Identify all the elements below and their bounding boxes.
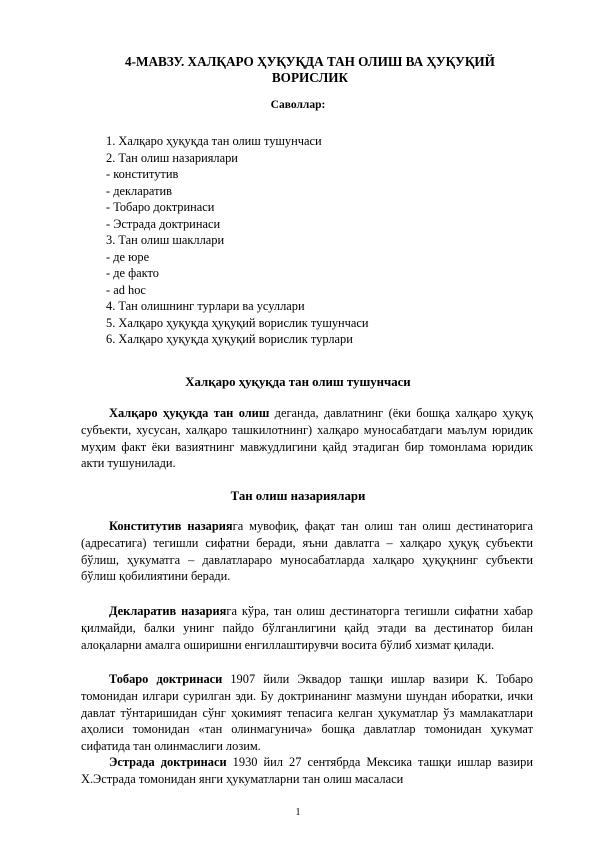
- list-item: 1. Халқаро ҳуқуқда тан олиш тушунчаси: [106, 134, 322, 148]
- list-item: 2. Тан олиш назариялари: [106, 150, 238, 165]
- list-item: - Тобаро доктринаси: [106, 200, 215, 214]
- list-item: - Эстрада доктринаси: [106, 216, 221, 231]
- list-item: - конститутив: [106, 167, 179, 181]
- paragraph-tobar-doctrine: [81, 671, 533, 755]
- questions-heading: Саволлар:: [270, 99, 326, 111]
- paragraph-declarative-theory: [81, 603, 533, 653]
- paragraph-constitutive-theory: [81, 518, 533, 585]
- questions-list: [106, 133, 369, 348]
- list-item: 6. Халқаро ҳуқуқда ҳуқуқий ворислик турлари: [106, 332, 353, 346]
- paragraph-text: га мувофиқ, фақат тан олиш тан олиш дестинаторига (адресатига) тегишли сифатни беради, яъни давлатга – халқаро ҳуқуқ субъекти бўлиш, ҳукуматга – давлатлараро муносабатларда халқаро ҳуқуқнинг субъекти бўлиш қобилиятини беради.: [81, 519, 533, 584]
- list-item: - декларатив: [106, 183, 173, 198]
- list-item: - ad hoc: [106, 282, 146, 297]
- paragraph-text: деганда, давлатнинг (ёки бошқа халқаро ҳуқуқ субъекти, хусусан, халқаро ташкилотнинг) халқаро муносабатдаги маълум юридик муҳим факт ёки вазиятнинг мавжудлигини қайд этадиган бир томонлама юридик акти тушунилади.: [81, 406, 533, 471]
- paragraph-text: га кўра, тан олиш дестинаторга тегишли сифатни хабар қилмайди, балки унинг пайдо бўлганлигини қайд этади ва дестинатор билан алоқаларни амалга оширишни енгиллаштирувчи восита бўлиб хизмат қилади.: [81, 604, 533, 652]
- list-item: - де факто: [106, 266, 159, 280]
- section-heading-recognition-concept: Халқаро ҳуқуқда тан олиш тушунчаси: [185, 375, 411, 389]
- list-item: - де юре: [106, 249, 150, 264]
- list-item: 4. Тан олишнинг турлари ва усуллари: [106, 299, 305, 313]
- list-item: 5. Халқаро ҳуқуқда ҳуқуқий ворислик тушунчаси: [106, 315, 369, 330]
- term: Декларатив назария: [109, 604, 227, 618]
- term: Халқаро ҳуқуқда тан олиш: [109, 406, 270, 420]
- paragraph-text: 1907 йили Эквадор ташқи ишлар вазири К. Тобаро томонидан илгари сурилган эди. Бу доктринанинг мазмуни шундан иборатки, ички давлат тўнтаришидан сўнг ҳокимият тепасига келган ҳукуматлар ўз мамлакатлари аҳолиси томонидан «тан олинмагунича» бошқа давлатлар томонидан ҳукумат сифатида тан олинмаслиги лозим.: [81, 672, 533, 754]
- term: Конститутив назария: [109, 519, 233, 533]
- term: Тобаро доктринаси: [109, 672, 223, 686]
- paragraph-estrada-doctrine: [81, 754, 533, 788]
- section-heading-theories: Тан олиш назариялари: [230, 489, 366, 503]
- page-number: 1: [295, 807, 301, 818]
- paragraph-text: 1930 йил 27 сентябрда Мексика ташқи ишлар вазири Х.Эстрада томонидан янги ҳукуматларни тан олиш масаласи: [81, 755, 533, 786]
- paragraph-recognition-definition: [81, 405, 533, 472]
- list-item: 3. Тан олиш шакллари: [106, 233, 225, 247]
- term: Эстрада доктринаси: [109, 755, 227, 769]
- page-title: 4-МАВЗУ. ХАЛҚАРО ҲУҚУҚДА ТАН ОЛИШ ВА ҲУҚУҚИЙ ВОРИСЛИК: [125, 54, 495, 85]
